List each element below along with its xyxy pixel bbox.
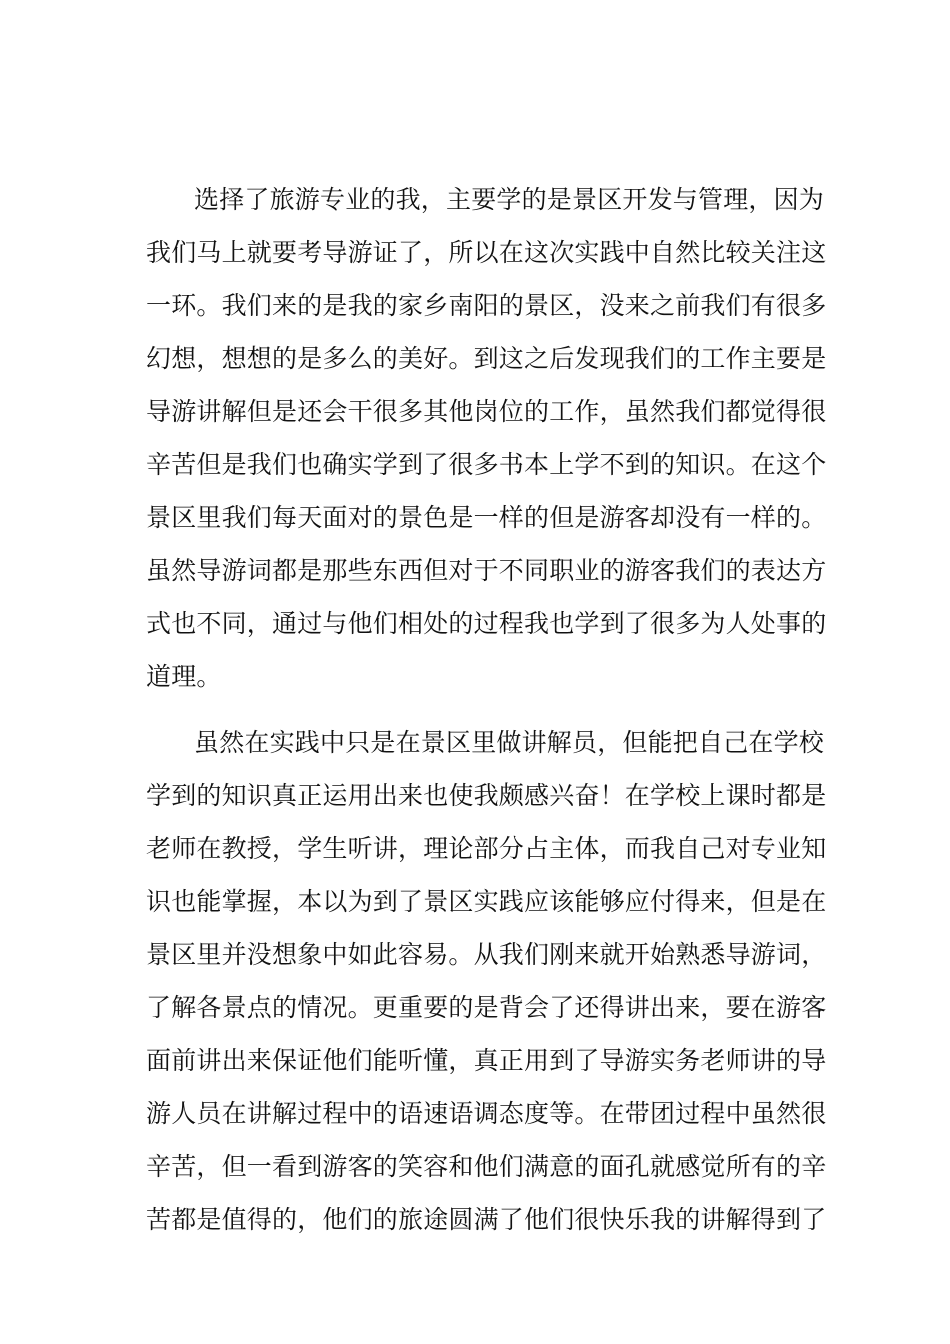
text-line: 识也能掌握，本以为到了景区实践应该能够应付得来，但是在 xyxy=(146,887,827,916)
text-line: 式也不同，通过与他们相处的过程我也学到了很多为人处事的 xyxy=(146,609,827,638)
text-line: 了解各景点的情况。更重要的是背会了还得讲出来，要在游客 xyxy=(146,993,827,1022)
text-line: 游人员在讲解过程中的语速语调态度等。在带团过程中虽然很 xyxy=(146,1099,827,1128)
text-line: 一环。我们来的是我的家乡南阳的景区，没来之前我们有很多 xyxy=(146,291,827,320)
text-line: 道理。 xyxy=(146,662,222,691)
text-line: 导游讲解但是还会干很多其他岗位的工作，虽然我们都觉得很 xyxy=(146,397,827,426)
text-line: 幻想，想想的是多么的美好。到这之后发现我们的工作主要是 xyxy=(146,344,827,373)
text-line: 辛苦，但一看到游客的笑容和他们满意的面孔就感觉所有的辛 xyxy=(146,1152,827,1181)
text-line: 我们马上就要考导游证了，所以在这次实践中自然比较关注这 xyxy=(146,238,827,267)
text-line: 面前讲出来保证他们能听懂，真正用到了导游实务老师讲的导 xyxy=(146,1046,827,1075)
text-line: 景区里我们每天面对的景色是一样的但是游客却没有一样的。 xyxy=(146,503,827,532)
text-line: 苦都是值得的，他们的旅途圆满了他们很快乐我的讲解得到了 xyxy=(146,1205,827,1234)
text-line: 虽然导游词都是那些东西但对于不同职业的游客我们的表达方 xyxy=(146,556,827,585)
text-line: 虽然在实践中只是在景区里做讲解员，但能把自己在学校 xyxy=(194,728,825,757)
text-line: 辛苦但是我们也确实学到了很多书本上学不到的知识。在这个 xyxy=(146,450,827,479)
text-line: 景区里并没想象中如此容易。从我们刚来就开始熟悉导游词， xyxy=(146,940,827,969)
text-line: 学到的知识真正运用出来也使我颇感兴奋！在学校上课时都是 xyxy=(146,781,827,810)
text-line: 选择了旅游专业的我，主要学的是景区开发与管理，因为 xyxy=(194,185,825,214)
text-line: 老师在教授，学生听讲，理论部分占主体，而我自己对专业知 xyxy=(146,834,827,863)
